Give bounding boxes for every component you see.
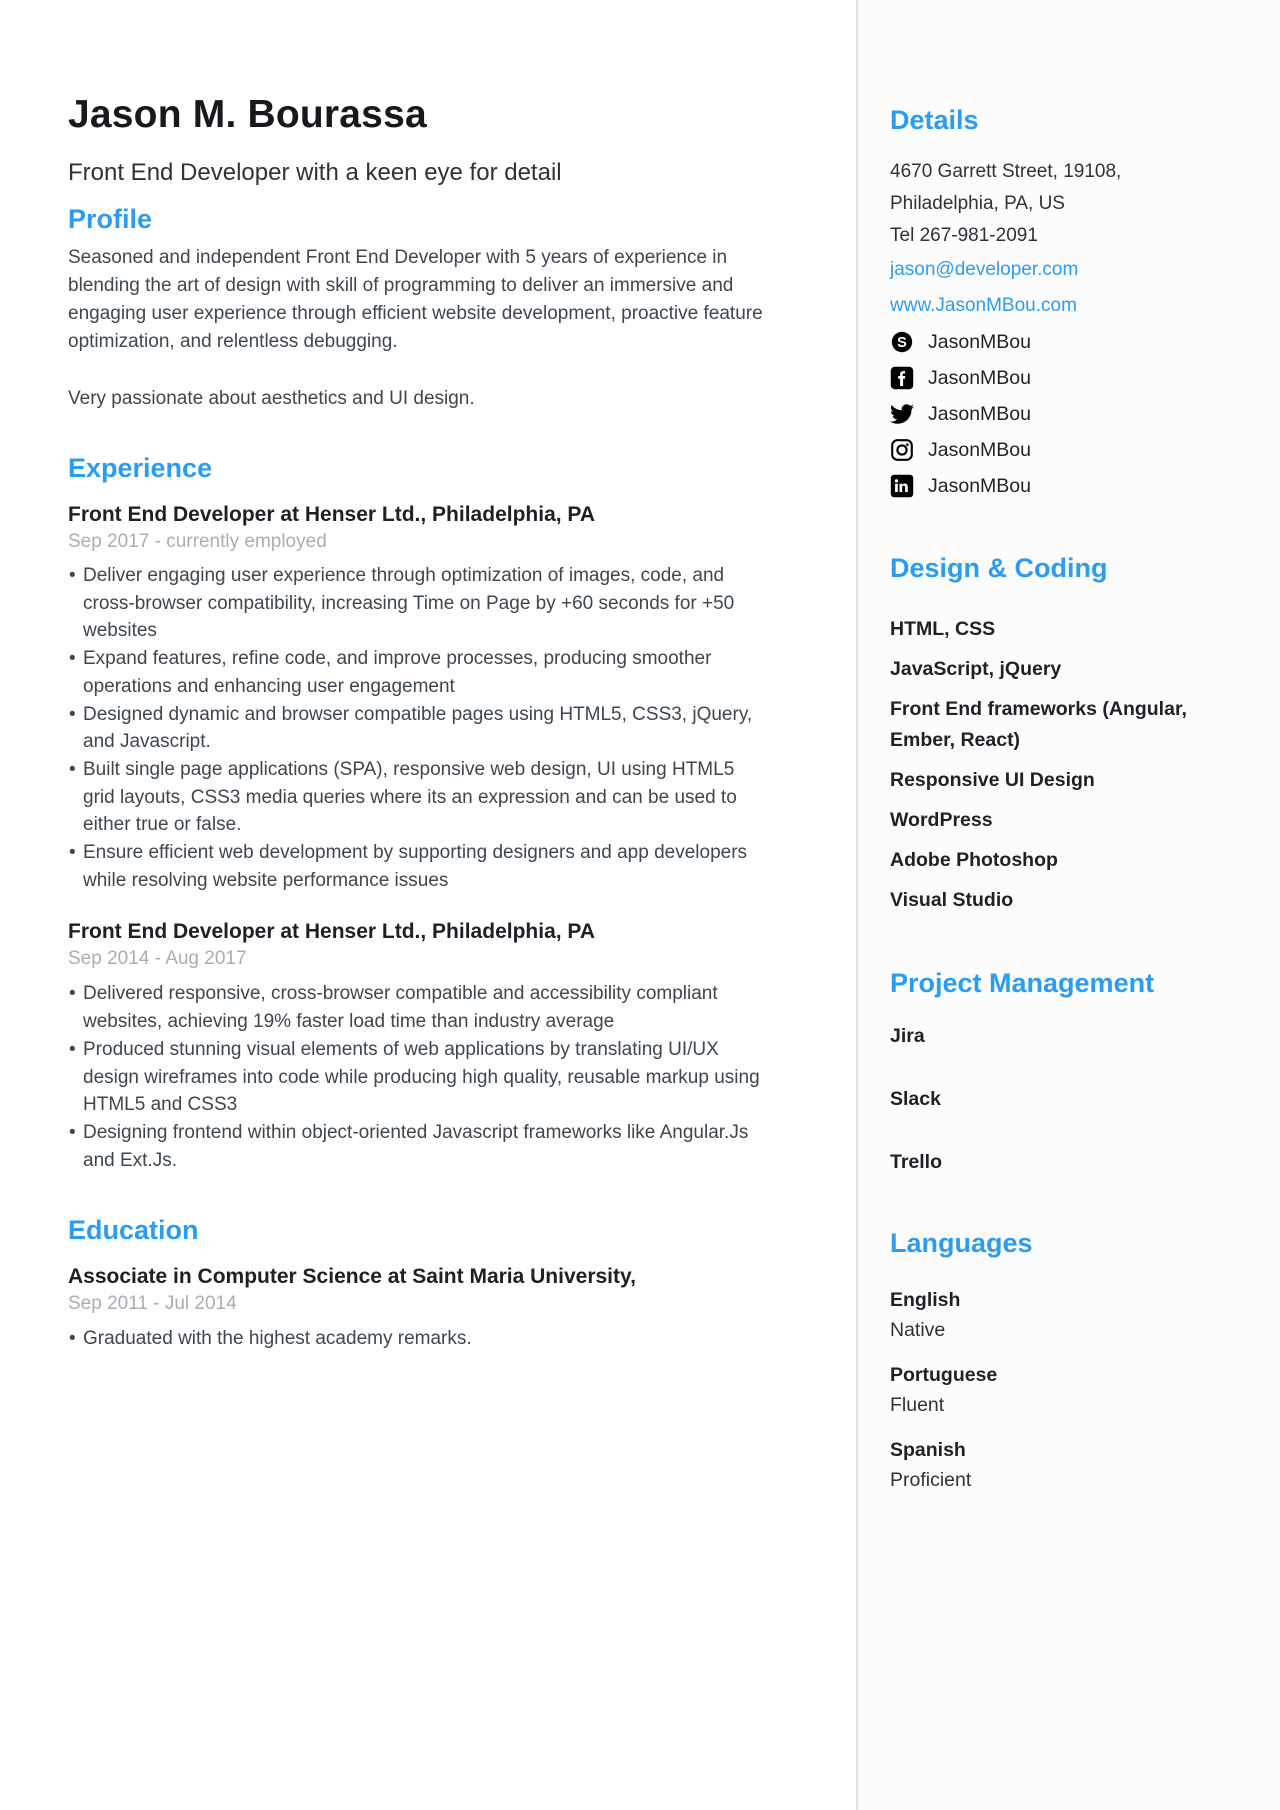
social-links: [890, 324, 1236, 504]
profile-paragraph-1: Seasoned and independent Front End Developer with 5 years of experience in blending the art of design with skill of programming to deliver an immersive and engaging user experience through efficient website development, proactive feature optimization, and relentless debugging.: [68, 247, 763, 352]
language-entry: [890, 1360, 1236, 1420]
skill-item: JavaScript, jQuery: [890, 658, 1062, 680]
website-link[interactable]: www.JasonMBou.com: [890, 295, 1077, 316]
education-bullet: • Graduated with the highest academy remarks.: [68, 1325, 768, 1353]
skill-item: WordPress: [890, 809, 993, 831]
twitter-icon: [890, 402, 914, 426]
contact-block: [890, 156, 1236, 324]
email-link[interactable]: jason@developer.com: [890, 259, 1079, 280]
pm-item: Jira: [890, 1025, 925, 1047]
address-line-1: 4670 Garrett Street, 19108,: [890, 161, 1122, 182]
job-dates: Sep 2014 - Aug 2017: [68, 948, 247, 970]
language-entry: [890, 1435, 1236, 1495]
details-heading: Details: [890, 105, 979, 135]
linkedin-icon: [890, 474, 914, 498]
profile-paragraph-2: Very passionate about aesthetics and UI design.: [68, 388, 475, 409]
social-handle: JasonMBou: [928, 438, 1031, 461]
job-bullet: • Delivered responsive, cross-browser compatible and accessibility compliant websites, achieving 19% faster load time than industry average: [68, 980, 768, 1035]
sidebar: [856, 0, 1280, 1810]
experience-heading: Experience: [68, 453, 213, 483]
pm-item: Slack: [890, 1088, 941, 1110]
job-bullet: • Built single page applications (SPA), responsive web design, UI using HTML5 grid layouts, CSS3 media queries where its an expression and can be used to either true or false.: [68, 756, 768, 839]
social-handle: JasonMBou: [928, 366, 1031, 389]
social-handle: JasonMBou: [928, 330, 1031, 353]
candidate-tagline: Front End Developer with a keen eye for detail: [68, 159, 562, 186]
job-bullet-list: [68, 562, 768, 894]
skill-item: Front End frameworks (Angular, Ember, React): [890, 698, 1187, 751]
education-entry: [68, 1263, 768, 1353]
language-level: Fluent: [890, 1394, 945, 1416]
language-name: Portuguese: [890, 1364, 998, 1386]
job-bullet: • Ensure efficient web development by supporting designers and app developers while resolving website performance issues: [68, 839, 768, 894]
svg-text:S: S: [897, 335, 907, 352]
facebook-icon: [890, 366, 914, 390]
phone-number: Tel 267-981-2091: [890, 225, 1038, 246]
skill-item: Visual Studio: [890, 889, 1014, 911]
social-handle: JasonMBou: [928, 474, 1031, 497]
project-management-list: [890, 1021, 1236, 1178]
social-row-linkedin[interactable]: [890, 468, 1236, 504]
job-bullet: • Designed dynamic and browser compatible pages using HTML5, CSS3, jQuery, and Javascript.: [68, 701, 768, 756]
job-bullet-list: [68, 980, 768, 1174]
education-bullet-list: [68, 1325, 768, 1353]
skill-item: Responsive UI Design: [890, 769, 1095, 791]
candidate-name: Jason M. Bourassa: [68, 93, 427, 136]
main-column: [68, 0, 768, 1353]
instagram-icon: [890, 438, 914, 462]
design-coding-heading: Design & Coding: [890, 553, 1108, 583]
job-bullet: • Expand features, refine code, and improve processes, producing smoother operations and enhancing user engagement: [68, 645, 768, 700]
language-name: English: [890, 1289, 961, 1311]
education-dates: Sep 2011 - Jul 2014: [68, 1293, 237, 1315]
job-dates: Sep 2017 - currently employed: [68, 531, 327, 552]
job-bullet: • Deliver engaging user experience through optimization of images, code, and cross-browser compatibility, increasing Time on Page by +60 seconds for +50 websites: [68, 562, 768, 645]
job-bullet: • Designing frontend within object-oriented Javascript frameworks like Angular.Js and Ext.Js.: [68, 1119, 768, 1174]
project-management-heading: Project Management: [890, 968, 1155, 998]
education-heading: Education: [68, 1215, 199, 1246]
language-name: Spanish: [890, 1439, 966, 1461]
language-level: Native: [890, 1319, 946, 1341]
social-row-skype[interactable]: [890, 324, 1236, 360]
job-title: Front End Developer at Henser Ltd., Philadelphia, PA: [68, 503, 596, 526]
job-title: Front End Developer at Henser Ltd., Philadelphia, PA: [68, 920, 596, 944]
skill-item: HTML, CSS: [890, 618, 996, 640]
social-row-twitter[interactable]: [890, 396, 1236, 432]
degree-title: Associate in Computer Science at Saint Maria University,: [68, 1265, 636, 1289]
language-level: Proficient: [890, 1469, 972, 1491]
social-row-facebook[interactable]: [890, 360, 1236, 396]
language-entry: [890, 1285, 1236, 1345]
skype-icon: [890, 330, 914, 354]
experience-entry: [68, 501, 768, 894]
experience-entry: [68, 918, 768, 1174]
address-line-2: Philadelphia, PA, US: [890, 193, 1065, 214]
social-handle: JasonMBou: [928, 402, 1031, 425]
social-row-instagram[interactable]: [890, 432, 1236, 468]
languages-heading: Languages: [890, 1228, 1033, 1258]
profile-heading: Profile: [68, 204, 153, 234]
job-bullet: • Produced stunning visual elements of web applications by translating UI/UX design wireframes into code while producing high quality, reusable markup using HTML5 and CSS3: [68, 1036, 768, 1119]
pm-item: Trello: [890, 1151, 943, 1173]
skill-item: Adobe Photoshop: [890, 849, 1058, 871]
languages-list: [890, 1285, 1236, 1495]
design-coding-list: [890, 614, 1236, 916]
